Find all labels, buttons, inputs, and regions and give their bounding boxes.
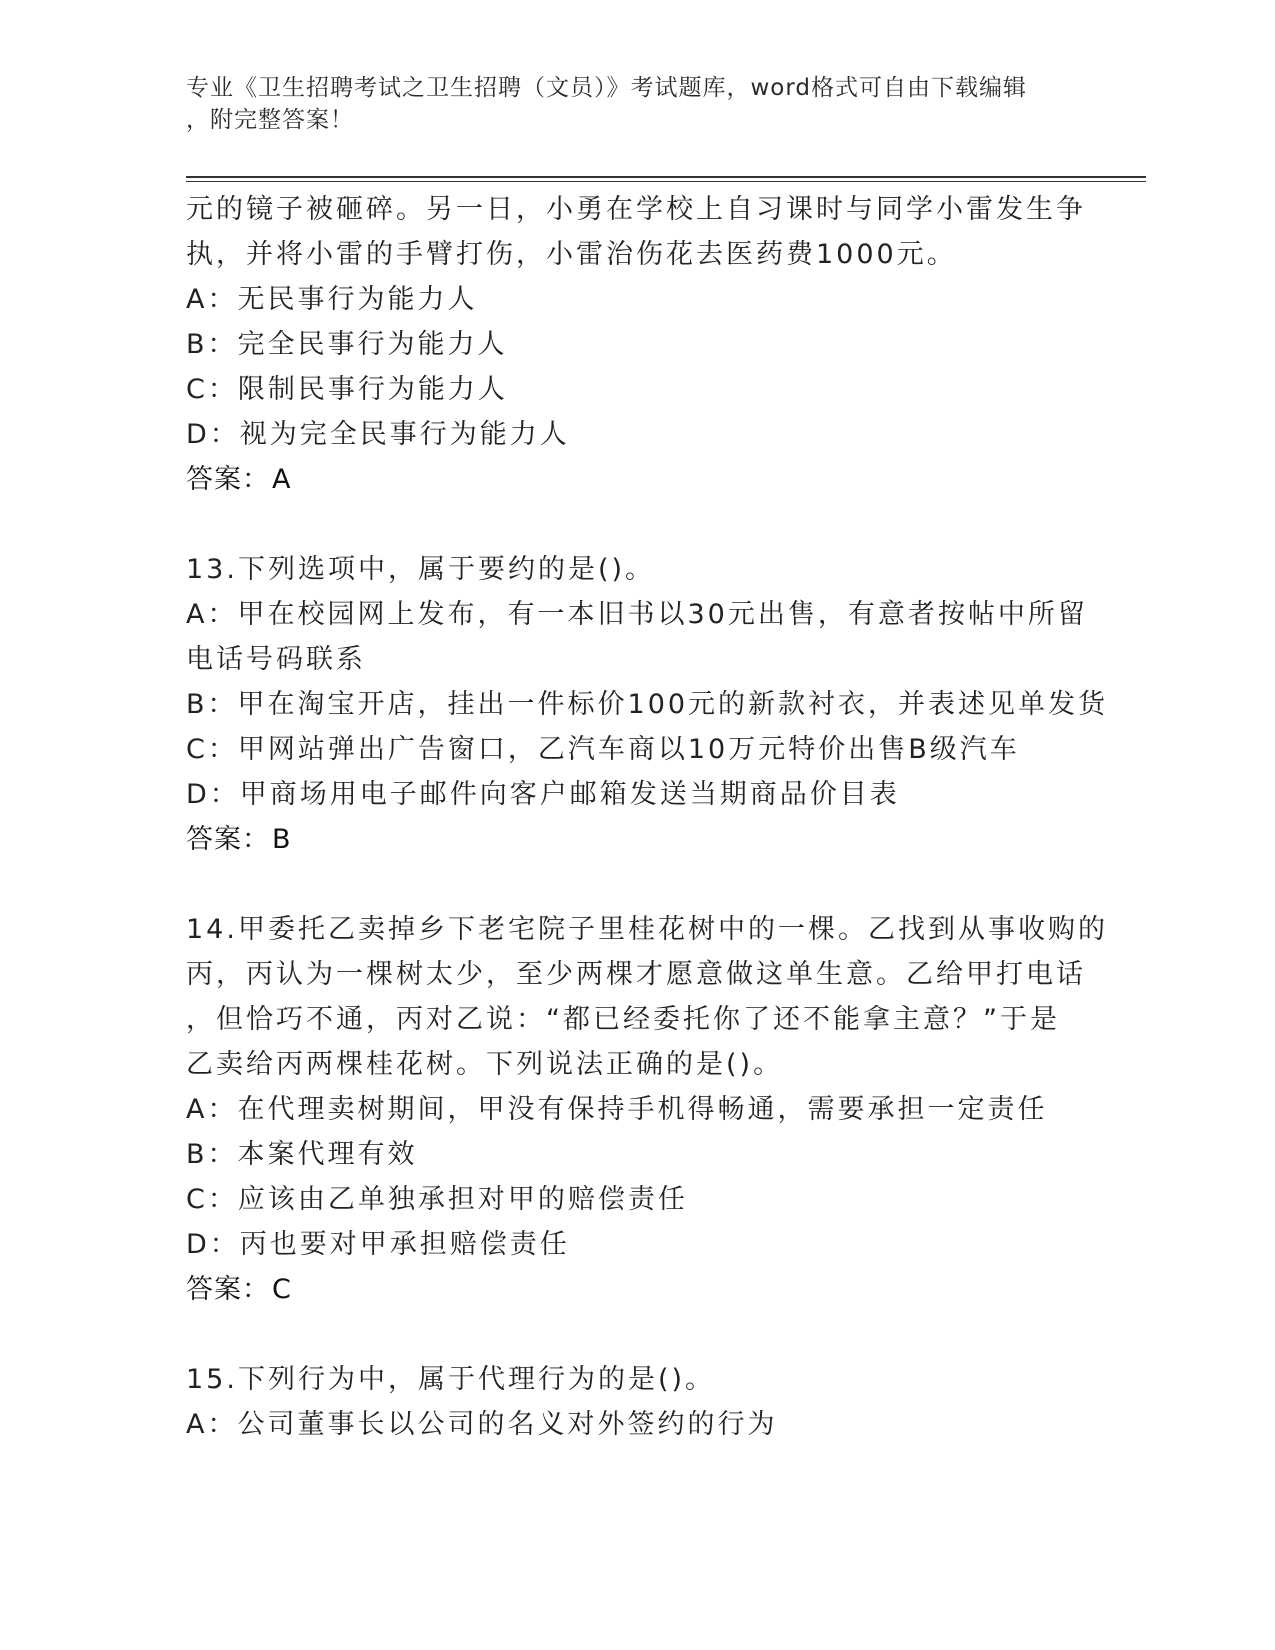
option-d: D：视为完全民事行为能力人 bbox=[186, 419, 570, 450]
question-stem: 15.下列行为中，属于代理行为的是()。 bbox=[186, 1364, 716, 1395]
answer-value: A bbox=[272, 464, 292, 495]
question-stem-line: 14.甲委托乙卖掉乡下老宅院子里桂花树中的一棵。乙找到从事收购的 bbox=[186, 914, 1108, 945]
header-line-2: ，附完整答案！ bbox=[186, 107, 354, 133]
option-d: D：甲商场用电子邮件向客户邮箱发送当期商品价目表 bbox=[186, 779, 900, 810]
option-a: A：公司董事长以公司的名义对外签约的行为 bbox=[186, 1409, 778, 1440]
option-d: D：丙也要对甲承担赔偿责任 bbox=[186, 1229, 570, 1260]
answer-line bbox=[186, 1267, 1086, 1312]
answer-line bbox=[186, 457, 1086, 502]
option-a: A：甲在校园网上发布，有一本旧书以30元出售，有意者按帖中所留 bbox=[186, 599, 1088, 630]
question-13 bbox=[186, 547, 1109, 862]
document-header bbox=[186, 72, 1066, 136]
option-a-continued: 电话号码联系 bbox=[186, 644, 366, 675]
document-body bbox=[186, 187, 1109, 1447]
option-c: C：甲网站弹出广告窗口，乙汽车商以10万元特价出售B级汽车 bbox=[186, 734, 1020, 765]
spacer bbox=[186, 502, 1086, 547]
answer-label: 答案： bbox=[186, 464, 270, 495]
question-15 bbox=[186, 1357, 1086, 1447]
option-a: A：在代理卖树期间，甲没有保持手机得畅通，需要承担一定责任 bbox=[186, 1094, 1048, 1125]
option-b: B：完全民事行为能力人 bbox=[186, 329, 508, 360]
option-a: A：无民事行为能力人 bbox=[186, 284, 478, 315]
answer-value: B bbox=[272, 824, 292, 855]
answer-value: C bbox=[272, 1274, 292, 1305]
answer-label: 答案： bbox=[186, 824, 270, 855]
question-12 bbox=[186, 187, 1086, 502]
option-b: B：甲在淘宝开店，挂出一件标价100元的新款衬衣，并表述见单发货 bbox=[186, 689, 1109, 720]
question-stem-line: ，但恰巧不通，丙对乙说：“都已经委托你了还不能拿主意？”于是 bbox=[186, 1004, 1060, 1035]
option-c: C：限制民事行为能力人 bbox=[186, 374, 508, 405]
question-stem: 13.下列选项中，属于要约的是()。 bbox=[186, 554, 656, 585]
question-stem-line: 丙，丙认为一棵树太少，至少两棵才愿意做这单生意。乙给甲打电话 bbox=[186, 959, 1086, 990]
question-14 bbox=[186, 907, 1108, 1312]
header-divider-thin bbox=[186, 181, 1146, 182]
option-c: C：应该由乙单独承担对甲的赔偿责任 bbox=[186, 1184, 688, 1215]
header-divider-thick bbox=[186, 176, 1146, 178]
answer-line bbox=[186, 817, 1086, 862]
spacer bbox=[186, 862, 1086, 907]
question-stem-line: 元的镜子被砸碎。另一日，小勇在学校上自习课时与同学小雷发生争 bbox=[186, 194, 1086, 225]
spacer bbox=[186, 1312, 1086, 1357]
header-line-1: 专业《卫生招聘考试之卫生招聘（文员）》考试题库，word格式可自由下载编辑 bbox=[186, 75, 1028, 101]
option-b: B：本案代理有效 bbox=[186, 1139, 418, 1170]
question-stem-line: 乙卖给丙两棵桂花树。下列说法正确的是()。 bbox=[186, 1049, 784, 1080]
question-stem-line: 执，并将小雷的手臂打伤，小雷治伤花去医药费1000元。 bbox=[186, 239, 957, 270]
answer-label: 答案： bbox=[186, 1274, 270, 1305]
